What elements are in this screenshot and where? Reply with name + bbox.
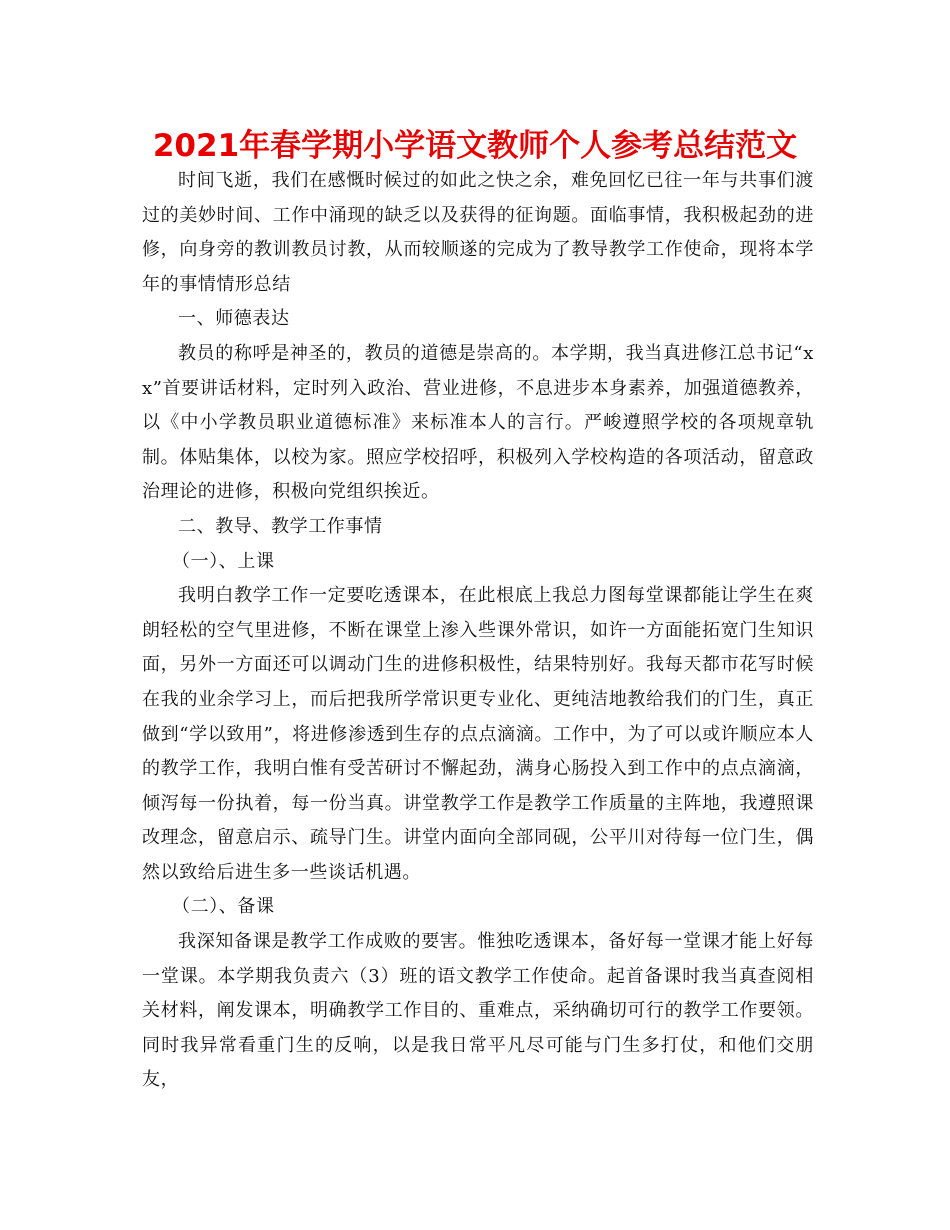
section-heading-ethics: 一、师德表达 <box>178 308 290 330</box>
paragraph-preparation: 我深知备课是教学工作成败的要害。惟独吃透课本，备好每一堂课才能上好每一堂课。本学期我负责六（3）班的语文教学工作使命。起首备课时我当真查阅相关材料，阐发课本，明确教学工作目的、重难点，采纳确切可行的教学工作要领。同时我异常看重门生的反响，以是我日常平凡尽可能与门生多打仗，和他们交朋友， <box>142 931 814 1091</box>
document-body <box>142 164 814 1098</box>
paragraph-ethics: 教员的称呼是神圣的，教员的道德是崇高的。本学期，我当真进修江总书记“xx”首要讲话材料，定时列入政治、营业进修，不息进步本身素养，加强道德教养，以《中小学教员职业道德标准》来标准本人的言行。严峻遵照学校的各项规章轨制。体贴集体，以校为家。照应学校招呼，积极列入学校构造的各项活动，留意政治理论的进修，积极向党组织挨近。 <box>142 342 814 503</box>
section-heading-teaching: 二、教导、教学工作事情 <box>178 515 383 537</box>
subsection-heading-preparation: （二）、备课 <box>172 896 275 918</box>
paragraph-intro: 时间飞逝，我们在感慨时候过的如此之快之余，难免回忆已往一年与共事们渡过的美妙时间、工作中涌现的缺乏以及获得的征询题。面临事情，我积极起劲的进修，向身旁的教训教员讨教，从而较顺遂的完成为了教导教学工作使命，现将本学年的事情情形总结 <box>142 170 814 295</box>
subsection-heading-class: （一）、上课 <box>172 550 275 572</box>
document-title: 2021年春学期小学语文教师个人参考总结范文 <box>152 128 798 164</box>
paragraph-class: 我明白教学工作一定要吃透课本，在此根底上我总力图每堂课都能让学生在爽朗轻松的空气里进修，不断在课堂上渗入些课外常识，如许一方面能拓宽门生知识面，另外一方面还可以调动门生的进修积极性，结果特别好。我每天都市花写时候在我的业余学习上，而后把我所学常识更专业化、更纯洁地教给我们的门生，真正做到“学以致用”，将进修渗透到生存的点点滴滴。工作中，为了可以或许顺应本人的教学工作，我明白惟有受苦研讨不懈起劲，满身心肠投入到工作中的点点滴滴，倾泻每一份执着，每一份当真。讲堂教学工作是教学工作质量的主阵地，我遵照课改理念，留意启示、疏导门生。讲堂内面向全部同砚，公平川对待每一位门生，偶然以致给后进生多一些谈话机遇。 <box>142 585 814 883</box>
